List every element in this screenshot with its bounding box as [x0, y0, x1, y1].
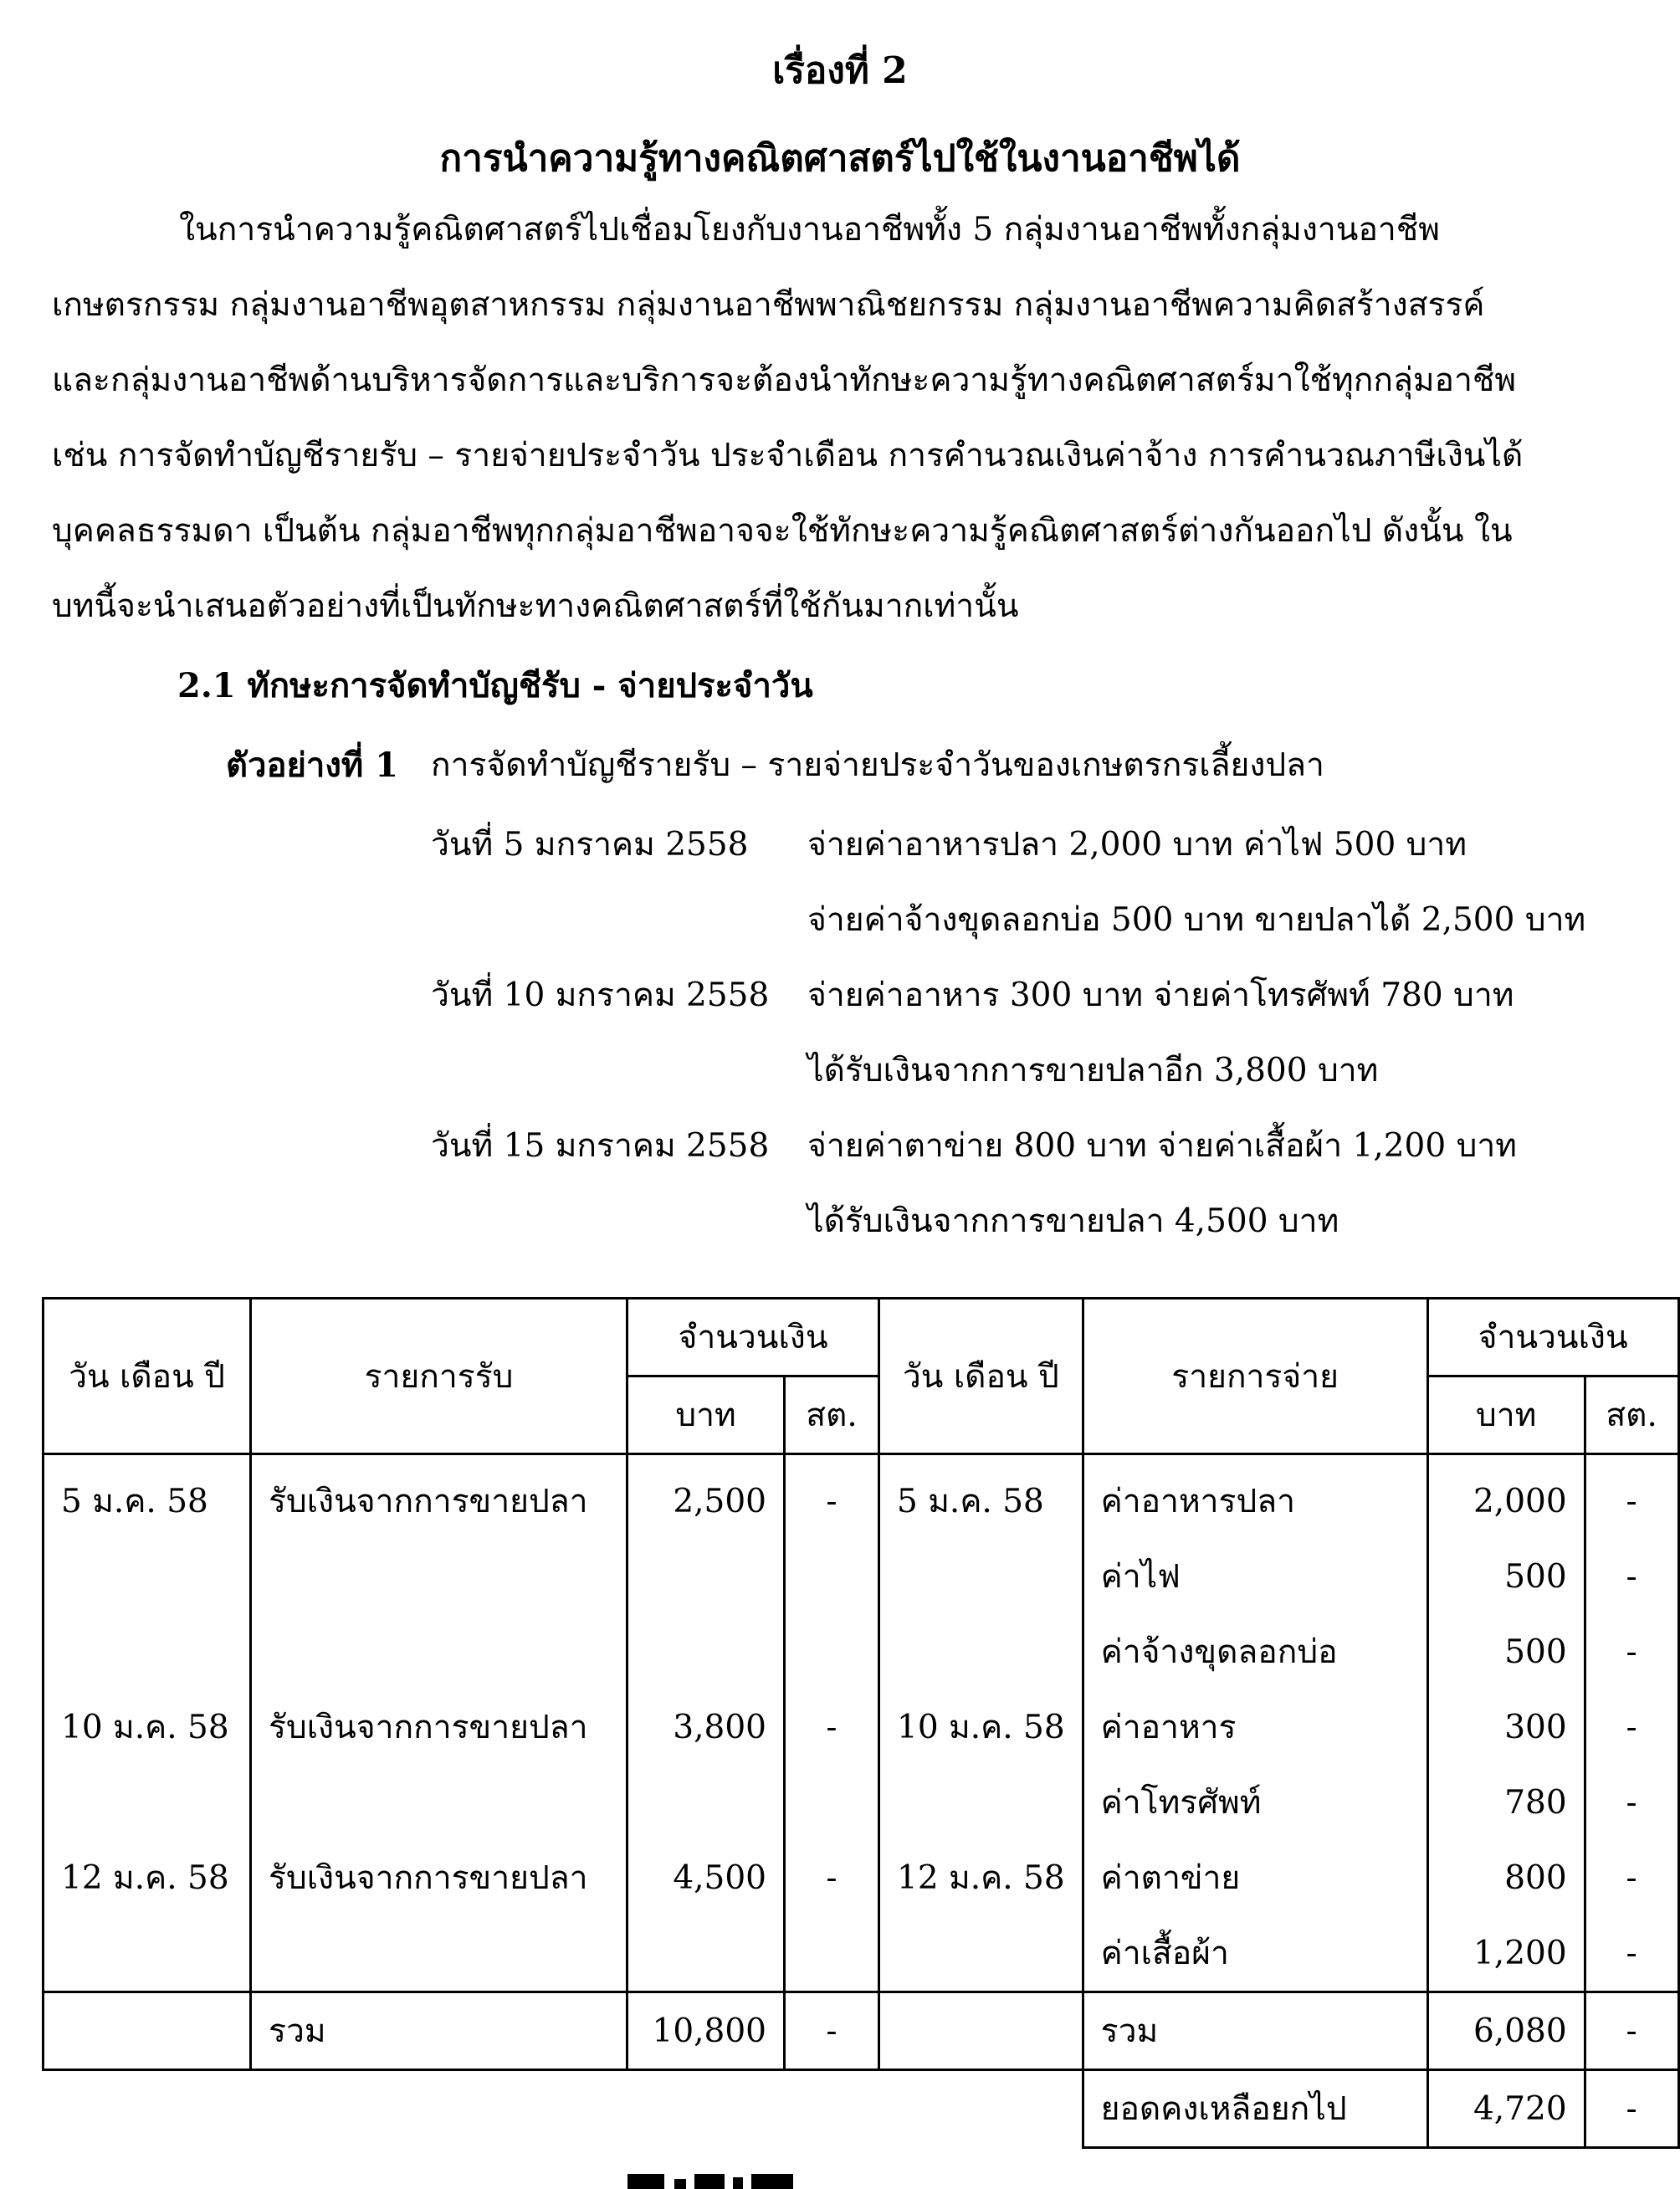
table-row [44, 1689, 1679, 1765]
income-satang-cell [785, 1614, 879, 1689]
header-baht: บาท [1427, 1376, 1585, 1454]
expense-total-satang: - [1585, 1992, 1678, 2070]
entry-line: ได้รับเงินจากการขายปลา 4,500 บาท [807, 1202, 1339, 1240]
table-row [44, 1539, 1679, 1614]
header-income-amount: จำนวนเงิน [627, 1299, 879, 1376]
expense-item-cell: ค่าโทรศัพท์ [1083, 1765, 1427, 1840]
expense-satang-cell: - [1585, 1765, 1678, 1840]
ledger-table [42, 1297, 1680, 2149]
expense-date-cell [879, 1915, 1083, 1992]
income-item-cell [251, 1915, 627, 1992]
paragraph-line: ในการนำความรู้คณิตศาสตร์ไปเชื่อมโยงกับงานอาชีพทั้ง 5 กลุ่มงานอาชีพทั้งกลุ่มงานอาชีพ [179, 211, 1440, 249]
balance-satang: - [1585, 2070, 1678, 2148]
expense-date-cell: 10 ม.ค. 58 [879, 1689, 1083, 1765]
entry-line: จ่ายค่าจ้างขุดลอกบ่อ 500 บาท ขายปลาได้ 2,500 บาท [807, 901, 1586, 939]
expense-total-baht: 6,080 [1427, 1992, 1585, 2070]
income-satang-cell [785, 1915, 879, 1992]
expense-date-cell: 12 ม.ค. 58 [879, 1840, 1083, 1915]
entry-line: จ่ายค่าตาข่าย 800 บาท จ่ายค่าเสื้อผ้า 1,200 บาท [807, 1127, 1517, 1165]
income-item-cell: รับเงินจากการขายปลา [251, 1840, 627, 1915]
expense-baht-cell: 780 [1427, 1765, 1585, 1840]
income-satang-cell: - [785, 1840, 879, 1915]
section-heading: 2.1 ทักษะการจัดทำบัญชีรับ - จ่ายประจำวัน [177, 666, 813, 705]
entry-line: จ่ายค่าอาหารปลา 2,000 บาท ค่าไฟ 500 บาท [807, 826, 1467, 864]
entry-date: วันที่ 5 มกราคม 2558 [431, 826, 749, 864]
table-row [44, 1765, 1679, 1840]
example-label: ตัวอย่างที่ 1 [226, 746, 399, 785]
income-date-cell [44, 1765, 251, 1840]
qr-code-fragment [627, 2174, 820, 2189]
income-baht-cell [627, 1765, 785, 1840]
expense-baht-cell: 2,000 [1427, 1454, 1585, 1540]
income-item-cell [251, 1614, 627, 1689]
header-expense-date: วัน เดือน ปี [879, 1299, 1083, 1454]
total-blank-cell [44, 1992, 251, 2070]
income-total-baht: 10,800 [627, 1992, 785, 2070]
intro-paragraph [52, 192, 1642, 644]
income-baht-cell: 3,800 [627, 1689, 785, 1765]
header-income-item: รายการรับ [251, 1299, 627, 1454]
expense-satang-cell: - [1585, 1840, 1678, 1915]
entry-line: จ่ายค่าอาหาร 300 บาท จ่ายค่าโทรศัพท์ 780 บาท [807, 977, 1514, 1014]
expense-date-cell [879, 1539, 1083, 1614]
expense-satang-cell: - [1585, 1689, 1678, 1765]
expense-item-cell: ค่าอาหารปลา [1083, 1454, 1427, 1540]
income-item-cell [251, 1539, 627, 1614]
income-baht-cell [627, 1614, 785, 1689]
income-satang-cell: - [785, 1689, 879, 1765]
income-total-satang: - [785, 1992, 879, 2070]
balance-baht: 4,720 [1427, 2070, 1585, 2148]
table-row [44, 1840, 1679, 1915]
expense-baht-cell: 1,200 [1427, 1915, 1585, 1992]
income-date-cell [44, 1539, 251, 1614]
expense-date-cell [879, 1765, 1083, 1840]
income-total-label: รวม [251, 1992, 627, 2070]
table-row [44, 1915, 1679, 1992]
expense-date-cell [879, 1614, 1083, 1689]
header-expense-item: รายการจ่าย [1083, 1299, 1427, 1454]
income-baht-cell [627, 1539, 785, 1614]
story-heading: เรื่องที่ 2 [772, 49, 908, 92]
entry-date: วันที่ 15 มกราคม 2558 [431, 1127, 770, 1165]
page-title: การนำความรู้ทางคณิตศาสตร์ไปใช้ในงานอาชีพได้ [439, 137, 1241, 180]
income-date-cell [44, 1614, 251, 1689]
expense-item-cell: ค่าเสื้อผ้า [1083, 1915, 1427, 1992]
header-satang: สต. [785, 1376, 879, 1454]
income-satang-cell: - [785, 1454, 879, 1540]
paragraph-line: และกลุ่มงานอาชีพด้านบริหารจัดการและบริการจะต้องนำทักษะความรู้ทางคณิตศาสตร์มาใช้ทุกกลุ่มอาชีพ [52, 361, 1517, 399]
expense-item-cell: ค่าจ้างขุดลอกบ่อ [1083, 1614, 1427, 1689]
expense-item-cell: ค่าตาข่าย [1083, 1840, 1427, 1915]
income-item-cell [251, 1765, 627, 1840]
income-baht-cell [627, 1915, 785, 1992]
header-income-date: วัน เดือน ปี [44, 1299, 251, 1454]
total-row [44, 1992, 1679, 2070]
income-date-cell [44, 1915, 251, 1992]
income-date-cell: 12 ม.ค. 58 [44, 1840, 251, 1915]
income-baht-cell: 4,500 [627, 1840, 785, 1915]
header-satang: สต. [1585, 1376, 1678, 1454]
income-date-cell: 10 ม.ค. 58 [44, 1689, 251, 1765]
income-satang-cell [785, 1539, 879, 1614]
header-baht: บาท [627, 1376, 785, 1454]
expense-total-label: รวม [1083, 1992, 1427, 2070]
balance-label: ยอดคงเหลือยกไป [1083, 2070, 1427, 2148]
expense-satang-cell: - [1585, 1539, 1678, 1614]
paragraph-line: บทนี้จะนำเสนอตัวอย่างที่เป็นทักษะทางคณิตศาสตร์ที่ใช้กันมากเท่านั้น [52, 587, 1019, 625]
income-item-cell: รับเงินจากการขายปลา [251, 1689, 627, 1765]
entry-date: วันที่ 10 มกราคม 2558 [431, 977, 770, 1014]
expense-baht-cell: 300 [1427, 1689, 1585, 1765]
expense-item-cell: ค่าอาหาร [1083, 1689, 1427, 1765]
entry-line: ได้รับเงินจากการขายปลาอีก 3,800 บาท [807, 1052, 1379, 1089]
table-row [44, 1614, 1679, 1689]
expense-item-cell: ค่าไฟ [1083, 1539, 1427, 1614]
expense-date-cell: 5 ม.ค. 58 [879, 1454, 1083, 1540]
income-baht-cell: 2,500 [627, 1454, 785, 1540]
balance-spacer [44, 2070, 1083, 2148]
expense-baht-cell: 800 [1427, 1840, 1585, 1915]
expense-satang-cell: - [1585, 1915, 1678, 1992]
expense-satang-cell: - [1585, 1454, 1678, 1540]
income-satang-cell [785, 1765, 879, 1840]
header-expense-amount: จำนวนเงิน [1427, 1299, 1678, 1376]
income-date-cell: 5 ม.ค. 58 [44, 1454, 251, 1540]
paragraph-line: เกษตรกรรม กลุ่มงานอาชีพอุตสาหกรรม กลุ่มงานอาชีพพาณิชยกรรม กลุ่มงานอาชีพความคิดสร้างสรรค์ [52, 286, 1485, 324]
income-item-cell: รับเงินจากการขายปลา [251, 1454, 627, 1540]
example-title: การจัดทำบัญชีรายรับ – รายจ่ายประจำวันของเกษตรกรเลี้ยงปลา [431, 746, 1324, 784]
balance-row [44, 2070, 1679, 2148]
table-row [44, 1454, 1679, 1540]
expense-satang-cell: - [1585, 1614, 1678, 1689]
expense-baht-cell: 500 [1427, 1614, 1585, 1689]
expense-baht-cell: 500 [1427, 1539, 1585, 1614]
total-blank-cell [879, 1992, 1083, 2070]
paragraph-line: เช่น การจัดทำบัญชีรายรับ – รายจ่ายประจำวัน ประจำเดือน การคำนวณเงินค่าจ้าง การคำนวณภาษีเงินได้ [52, 437, 1524, 474]
paragraph-line: บุคคลธรรมดา เป็นต้น กลุ่มอาชีพทุกกลุ่มอาชีพอาจจะใช้ทักษะความรู้คณิตศาสตร์ต่างกันออกไป ดังนั้น ใน [52, 512, 1513, 550]
